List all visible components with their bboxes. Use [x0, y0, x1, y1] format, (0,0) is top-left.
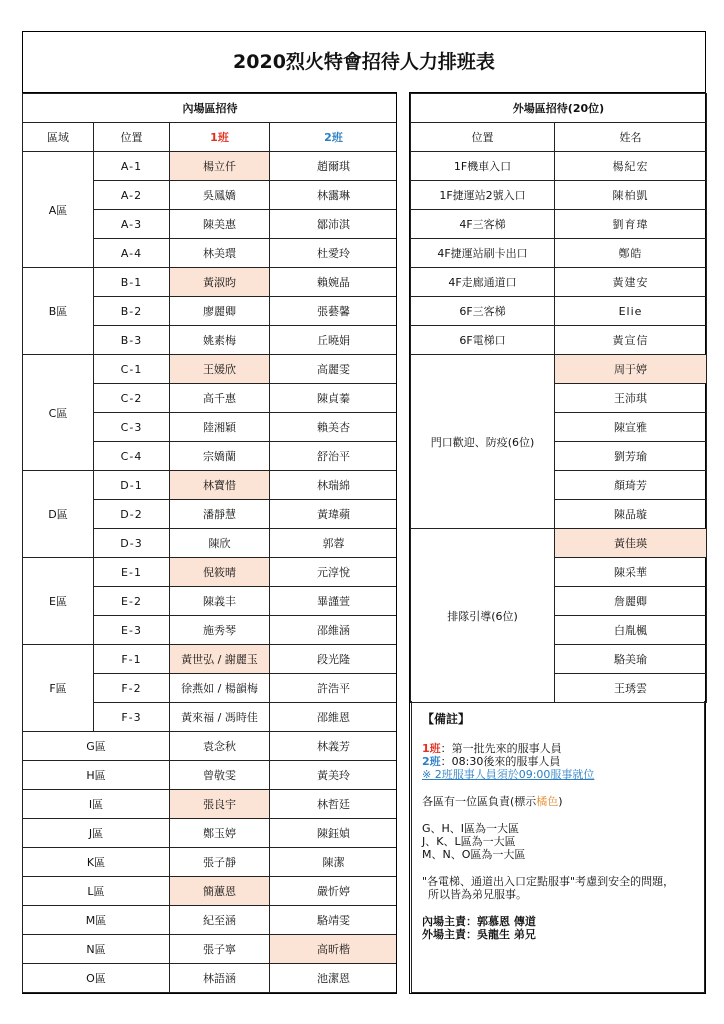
position-cell: B-2 [94, 297, 170, 326]
area-cell: A區 [23, 152, 94, 268]
shift1-name-cell: 張子靜 [170, 848, 270, 877]
shift2-name-cell: 張藝馨 [270, 297, 398, 326]
col-name-header: 姓名 [555, 123, 707, 152]
note-inner-lead [422, 915, 694, 928]
table-row [23, 152, 398, 181]
shift2-name-cell: 高麗雯 [270, 355, 398, 384]
name-cell: 顏琦芳 [555, 471, 707, 500]
shift2-name-cell: 林義芳 [270, 732, 398, 761]
shift1-name-cell: 林語涵 [170, 964, 270, 993]
table-row [23, 790, 398, 819]
note-shift2-label: 2班 [422, 755, 441, 768]
note-safety-2: 所以皆為弟兄服事。 [428, 888, 527, 901]
table-row [23, 471, 398, 500]
note-zone-ghi: G、H、I區為一大區 [422, 822, 520, 835]
area-cell: C區 [23, 355, 94, 471]
shift1-name-cell: 倪筱晴 [170, 558, 270, 587]
shift2-name-cell: 嚴忻婷 [270, 877, 398, 906]
note-safety-1: "各電梯、通道出入口定點服事"考慮到安全的問題， [422, 875, 675, 888]
name-cell: 陳宣雅 [555, 413, 707, 442]
shift1-name-cell: 張子寧 [170, 935, 270, 964]
table-row [23, 877, 398, 906]
table-row [411, 297, 707, 326]
name-cell: 劉育瑋 [555, 210, 707, 239]
outer-section-header: 外場區招待(20位) [411, 94, 707, 123]
note-zone-jkl: J、K、L區為一大區 [422, 835, 516, 848]
position-cell: C-3 [94, 413, 170, 442]
note-shift2-time: ※ 2班服事人員須於09:00服事就位 [422, 768, 595, 781]
shift1-name-cell: 林寶惜 [170, 471, 270, 500]
position-cell: A-3 [94, 210, 170, 239]
position-cell: C-1 [94, 355, 170, 384]
position-cell: E-3 [94, 616, 170, 645]
shift1-name-cell: 張良宇 [170, 790, 270, 819]
shift2-name-cell: 池潔恩 [270, 964, 398, 993]
name-cell: 黃佳瑛 [555, 529, 707, 558]
position-cell: F-1 [94, 645, 170, 674]
page-title: 2020烈火特會招待人力排班表 [22, 31, 706, 93]
table-row [23, 645, 398, 674]
name-cell: 陳品璇 [555, 500, 707, 529]
name-cell: 鄭皓 [555, 239, 707, 268]
table-row [23, 848, 398, 877]
note-outer-lead [422, 928, 694, 941]
position-cell: E-1 [94, 558, 170, 587]
position-cell: B-3 [94, 326, 170, 355]
position-cell: 6F三客梯 [411, 297, 555, 326]
name-cell: 陳柏凱 [555, 181, 707, 210]
name-cell: 陳采華 [555, 558, 707, 587]
shift2-name-cell: 元淳悅 [270, 558, 398, 587]
shift2-name-cell: 賴美杏 [270, 413, 398, 442]
position-cell: C-4 [94, 442, 170, 471]
shift1-name-cell: 徐燕如 / 楊韻梅 [170, 674, 270, 703]
area-cell: M區 [23, 906, 170, 935]
name-cell: 詹麗卿 [555, 587, 707, 616]
notes-box [411, 701, 705, 993]
table-row [411, 529, 707, 558]
note-leader-a: 各區有一位區負責(標示 [422, 795, 537, 808]
shift2-name-cell: 邵維涵 [270, 616, 398, 645]
col-area-header: 區域 [23, 123, 94, 152]
area-cell: D區 [23, 471, 94, 558]
shift1-name-cell: 黃來福 / 馮時佳 [170, 703, 270, 732]
area-cell: F區 [23, 645, 94, 732]
shift2-name-cell: 黃美玲 [270, 761, 398, 790]
col-position-header: 位置 [94, 123, 170, 152]
shift1-name-cell: 王媛欣 [170, 355, 270, 384]
table-row [411, 268, 707, 297]
position-cell: 1F機車入口 [411, 152, 555, 181]
table-row [23, 761, 398, 790]
position-cell: A-2 [94, 181, 170, 210]
shift1-name-cell: 高千惠 [170, 384, 270, 413]
area-cell: J區 [23, 819, 170, 848]
table-row [23, 964, 398, 993]
shift2-name-cell: 畢謹萱 [270, 587, 398, 616]
note-inner-lead-text: 內場主責：郭慕恩 傳道 [422, 915, 536, 928]
position-cell: D-1 [94, 471, 170, 500]
shift2-name-cell: 林靄琳 [270, 181, 398, 210]
shift1-name-cell: 袁念秋 [170, 732, 270, 761]
name-cell: 黃宣信 [555, 326, 707, 355]
shift2-name-cell: 陳鈺媜 [270, 819, 398, 848]
shift2-name-cell: 陳潔 [270, 848, 398, 877]
group-position-cell: 門口歡迎、防疫(6位) [411, 355, 555, 529]
position-cell: B-1 [94, 268, 170, 297]
position-cell: 4F三客梯 [411, 210, 555, 239]
table-row [411, 210, 707, 239]
shift1-name-cell: 潘靜慧 [170, 500, 270, 529]
name-cell: 王琇雲 [555, 674, 707, 703]
position-cell: 6F電梯口 [411, 326, 555, 355]
shift1-name-cell: 陳義丰 [170, 587, 270, 616]
shift1-name-cell: 楊立仟 [170, 152, 270, 181]
shift2-name-cell: 丘曉娟 [270, 326, 398, 355]
position-cell: D-2 [94, 500, 170, 529]
position-cell: A-4 [94, 239, 170, 268]
area-cell: L區 [23, 877, 170, 906]
note-zone-mno: M、N、O區為一大區 [422, 848, 526, 861]
shift2-name-cell: 舒治平 [270, 442, 398, 471]
position-cell: 1F捷運站2號入口 [411, 181, 555, 210]
name-cell: 周于婷 [555, 355, 707, 384]
shift1-name-cell: 林美環 [170, 239, 270, 268]
shift1-name-cell: 紀至涵 [170, 906, 270, 935]
shift1-name-cell: 施秀琴 [170, 616, 270, 645]
outer-header-row [411, 94, 707, 123]
shift2-name-cell: 趙爾琪 [270, 152, 398, 181]
inner-column-header-row [23, 123, 398, 152]
table-row [23, 906, 398, 935]
note-shift2-text: ：08:30後來的服事人員 [440, 755, 561, 768]
notes-heading: 【備註】 [422, 712, 471, 726]
inner-header-row [23, 94, 398, 123]
shift1-name-cell: 廖麗卿 [170, 297, 270, 326]
area-cell: N區 [23, 935, 170, 964]
note-shift1 [422, 742, 694, 755]
table-row [411, 181, 707, 210]
name-cell: 楊紀宏 [555, 152, 707, 181]
outer-column-header-row [411, 123, 707, 152]
area-cell: I區 [23, 790, 170, 819]
name-cell: Elie [555, 297, 707, 326]
inner-section-header: 內場區招待 [23, 94, 398, 123]
shift2-name-cell: 杜愛玲 [270, 239, 398, 268]
position-cell: 4F捷運站刷卡出口 [411, 239, 555, 268]
area-cell: H區 [23, 761, 170, 790]
shift1-name-cell: 曾敬雯 [170, 761, 270, 790]
note-shift1-text: ：第一批先來的服事人員 [440, 742, 562, 755]
name-cell: 劉芳瑜 [555, 442, 707, 471]
position-cell: F-2 [94, 674, 170, 703]
area-cell: B區 [23, 268, 94, 355]
note-shift1-label: 1班 [422, 742, 441, 755]
position-cell: D-3 [94, 529, 170, 558]
position-cell: E-2 [94, 587, 170, 616]
shift1-name-cell: 宗嬌蘭 [170, 442, 270, 471]
note-shift2 [422, 755, 694, 768]
shift1-name-cell: 黃淑昀 [170, 268, 270, 297]
shift2-name-cell: 邵維恩 [270, 703, 398, 732]
shift2-name-cell: 許浩平 [270, 674, 398, 703]
col-shift2-header: 2班 [270, 123, 398, 152]
table-row [23, 558, 398, 587]
area-cell: O區 [23, 964, 170, 993]
note-outer-lead-text: 外場主責：吳龍生 弟兄 [422, 928, 536, 941]
table-row [23, 732, 398, 761]
shift1-name-cell: 簡蕙恩 [170, 877, 270, 906]
table-row [411, 239, 707, 268]
shift2-name-cell: 段光隆 [270, 645, 398, 674]
shift2-name-cell: 黃瑋蘋 [270, 500, 398, 529]
area-cell: K區 [23, 848, 170, 877]
shift1-name-cell: 黃世弘 / 謝麗玉 [170, 645, 270, 674]
shift1-name-cell: 陸湘穎 [170, 413, 270, 442]
shift2-name-cell: 駱靖雯 [270, 906, 398, 935]
position-cell: F-3 [94, 703, 170, 732]
area-cell: G區 [23, 732, 170, 761]
group-position-cell: 排隊引導(6位) [411, 529, 555, 703]
note-leader [422, 795, 694, 808]
shift2-name-cell: 林瑞綿 [270, 471, 398, 500]
table-row [411, 326, 707, 355]
column-separator [396, 92, 410, 994]
shift1-name-cell: 陳美惠 [170, 210, 270, 239]
table-row [411, 152, 707, 181]
table-row [411, 355, 707, 384]
shift2-name-cell: 鄒沛淇 [270, 210, 398, 239]
outer-schedule-table [410, 93, 707, 703]
col-shift1-header: 1班 [170, 123, 270, 152]
table-row [23, 355, 398, 384]
shift2-name-cell: 賴婉晶 [270, 268, 398, 297]
name-cell: 白胤楓 [555, 616, 707, 645]
shift1-name-cell: 陳欣 [170, 529, 270, 558]
area-cell: E區 [23, 558, 94, 645]
shift1-name-cell: 吳鳳嬌 [170, 181, 270, 210]
inner-schedule-table [22, 93, 398, 993]
name-cell: 黃建安 [555, 268, 707, 297]
shift2-name-cell: 郭蓉 [270, 529, 398, 558]
shift1-name-cell: 鄭玉婷 [170, 819, 270, 848]
note-leader-orange: 橘色 [536, 795, 559, 808]
shift1-name-cell: 姚素梅 [170, 326, 270, 355]
name-cell: 駱美瑜 [555, 645, 707, 674]
table-row [23, 935, 398, 964]
position-cell: A-1 [94, 152, 170, 181]
shift2-name-cell: 陳貞蓁 [270, 384, 398, 413]
name-cell: 王沛琪 [555, 384, 707, 413]
position-cell: 4F走廊通道口 [411, 268, 555, 297]
col-position-header: 位置 [411, 123, 555, 152]
shift2-name-cell: 林哲廷 [270, 790, 398, 819]
position-cell: C-2 [94, 384, 170, 413]
table-row [23, 268, 398, 297]
table-row [23, 819, 398, 848]
note-leader-c: ) [558, 795, 563, 808]
shift2-name-cell: 高昕楷 [270, 935, 398, 964]
